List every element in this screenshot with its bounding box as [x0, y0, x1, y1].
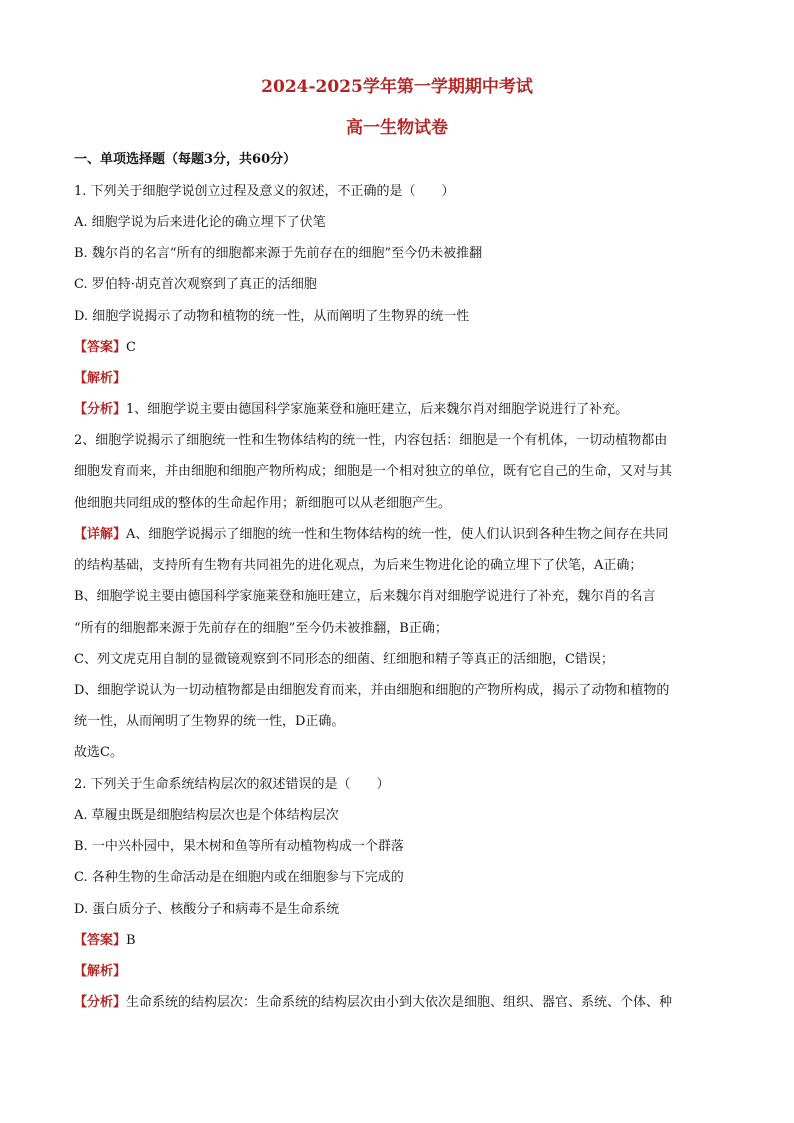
q1-xiangjie [74, 527, 734, 543]
q1-fenxi-line: 2、细胞学说揭示了细胞统一性和生物体结构的统一性，内容包括：细胞是一个有机体，一切动植物都由 [74, 433, 668, 448]
q1-xiangjie-text: A、细胞学说揭示了细胞的统一性和生物体结构的统一性，使人们认识到各种生物之间存在共同 [126, 527, 669, 542]
q1-stem: 1. 下列关于细胞学说创立过程及意义的叙述，不正确的是（ ） [74, 184, 455, 199]
q1-fenxi-label: 【分析】 [74, 402, 127, 417]
section-heading: 一、单项选择题（每题3分，共60分） [74, 152, 297, 167]
q1-option-c: C. 罗伯特·胡克首次观察到了真正的活细胞 [74, 277, 317, 292]
q2-option-d: D. 蛋白质分子、核酸分子和病毒不是生命系统 [74, 902, 340, 917]
q2-stem: 2. 下列关于生命系统结构层次的叙述错误的是（ ） [74, 777, 390, 792]
q2-analysis-label: 【解析】 [74, 964, 127, 979]
q2-option-b: B. 一中兴朴园中，果木树和鱼等所有动植物构成一个群落 [74, 839, 404, 854]
q2-option-a: A. 草履虫既是细胞结构层次也是个体结构层次 [74, 808, 339, 823]
q1-conclusion: 故选C。 [74, 745, 123, 760]
q1-xiangjie-line: B、细胞学说主要由德国科学家施莱登和施旺建立，后来魏尔肖对细胞学说进行了补充，魏尔肖的名言 [74, 589, 656, 604]
q1-analysis-label: 【解析】 [74, 371, 127, 386]
exam-title: 2024-2025学年第一学期期中考试 [261, 77, 533, 97]
q1-xiangjie-label: 【详解】 [74, 527, 127, 542]
q1-option-b: B. 魏尔肖的名言“所有的细胞都来源于先前存在的细胞”至今仍未被推翻 [74, 246, 483, 261]
q1-xiangjie-line: C、列文虎克用自制的显微镜观察到不同形态的细菌、红细胞和精子等真正的活细胞，C错误； [74, 652, 614, 667]
q1-option-a: A. 细胞学说为后来进化论的确立埋下了伏笔 [74, 215, 326, 230]
q1-option-d: D. 细胞学说揭示了动物和植物的统一性，从而阐明了生物界的统一性 [74, 309, 470, 324]
q1-answer-value: C [126, 340, 136, 355]
exam-subtitle: 高一生物试卷 [346, 118, 448, 138]
q1-xiangjie-line: 统一性，从而阐明了生物界的统一性，D正确。 [74, 714, 345, 729]
q1-answer [74, 340, 734, 356]
q1-fenxi-text: 1、细胞学说主要由德国科学家施莱登和施旺建立，后来魏尔肖对细胞学说进行了补充。 [126, 402, 629, 417]
q1-xiangjie-line: 的结构基础，支持所有生物有共同祖先的进化观点，为后来生物进化论的确立埋下了伏笔，A正确； [74, 558, 643, 573]
q2-answer-label: 【答案】 [74, 933, 127, 948]
q1-xiangjie-line: D、细胞学说认为一切动植物都是由细胞发育而来，并由细胞和细胞的产物所构成，揭示了动物和植物的 [74, 683, 670, 698]
q1-xiangjie-line: “所有的细胞都来源于先前存在的细胞”至今仍未被推翻，B正确； [74, 621, 448, 636]
q2-fenxi [74, 995, 734, 1011]
q2-option-c: C. 各种生物的生命活动是在细胞内或在细胞参与下完成的 [74, 870, 404, 885]
q1-answer-label: 【答案】 [74, 340, 127, 355]
q2-fenxi-label: 【分析】 [74, 995, 127, 1010]
q1-fenxi-line: 他细胞共同组成的整体的生命起作用；新细胞可以从老细胞产生。 [74, 496, 452, 511]
q2-answer-value: B [126, 933, 136, 948]
q1-fenxi-line: 细胞发育而来，并由细胞和细胞产物所构成；细胞是一个相对独立的单位，既有它自己的生命，又对与其 [74, 464, 673, 479]
q1-fenxi [74, 402, 734, 418]
q2-answer [74, 933, 734, 949]
q2-fenxi-text: 生命系统的结构层次：生命系统的结构层次由小到大依次是细胞、组织、器官、系统、个体、种 [126, 995, 673, 1010]
